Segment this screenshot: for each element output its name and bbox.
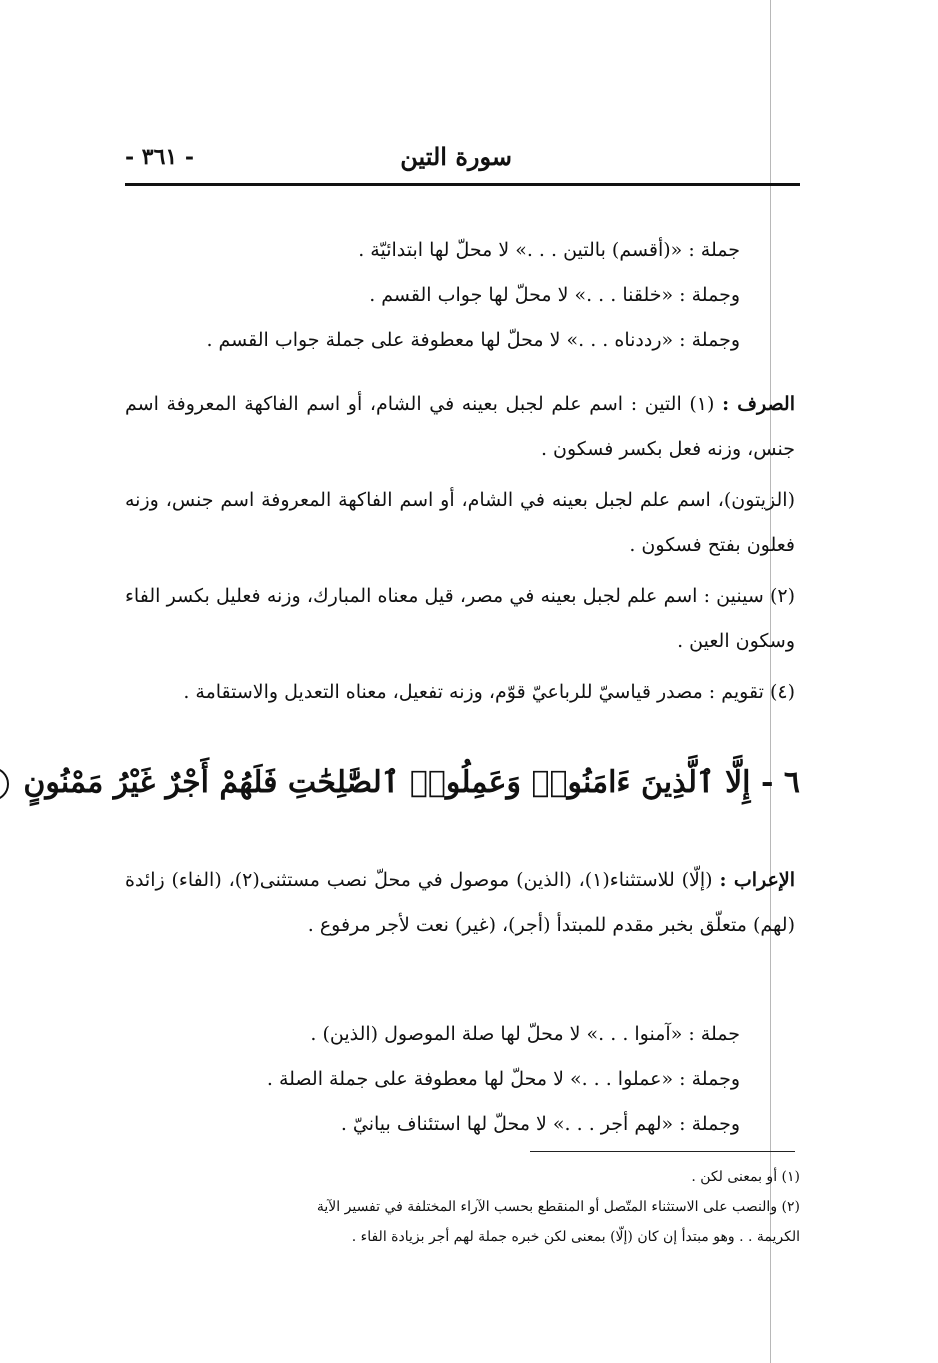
verse-text: إِلَّا ٱلَّذِينَ ءَامَنُوا۟ وَعَمِلُوا۟ ٱلصَّٰلِحَٰتِ فَلَهُمْ أَجْرٌ غَيْرُ مَمْنُونٍ bbox=[23, 765, 751, 800]
sentence-line: جملة : «آمنوا . . .» لا محلّ لها صلة الموصول (الذين) . bbox=[310, 1023, 740, 1045]
irab-lead: الإعراب : bbox=[719, 869, 795, 891]
sarf-paragraph bbox=[125, 382, 795, 472]
footnote-separator bbox=[530, 1151, 795, 1152]
irab-paragraph bbox=[125, 858, 795, 948]
sentences-bottom bbox=[125, 1012, 740, 1147]
verse-number: ٦ - bbox=[760, 765, 800, 800]
footnotes bbox=[165, 1162, 800, 1252]
footnote: الكريمة . . وهو مبتدأ إن كان (إلّا) بمعنى لكن خبره جملة لهم أجر بزيادة الفاء . bbox=[351, 1229, 800, 1245]
page-header bbox=[125, 138, 800, 184]
sentence-line: جملة : «(أقسم) بالتين . . .» لا محلّ لها ابتدائيّة . bbox=[358, 239, 740, 261]
footnote: (١) أو بمعنى لكن . bbox=[691, 1169, 800, 1185]
sentence-line: وجملة : «رددناه . . .» لا محلّ لها معطوفة على جملة جواب القسم . bbox=[206, 329, 740, 351]
sarf-lead: الصرف : bbox=[722, 393, 796, 415]
irab-text: (إلّا) للاستثناء(١)، (الذين) موصول في محلّ نصب مستثنى(٢)، (الفاء) زائدة (لهم) متعلّق بخبر مقدم للمبتدأ (أجر)، (غير) نعت لأجر مرفوع . bbox=[125, 869, 795, 936]
sentences-top bbox=[125, 228, 740, 363]
sarf-paragraph: (الزيتون)، اسم علم لجبل بعينه في الشام، أو اسم الفاكهة المعروفة اسم جنس، وزنه فعلون بفتح فسكون . bbox=[125, 489, 795, 556]
header-rule bbox=[125, 183, 800, 186]
page-title: سورة التين bbox=[400, 142, 512, 171]
sarf-paragraph: (٢) سينين : اسم علم لجبل بعينه في مصر، قيل معناه المبارك، وزنه فعليل بكسر الفاء وسكون العين . bbox=[125, 585, 795, 652]
page-number: - ٣٦١ - bbox=[125, 144, 195, 170]
quran-verse bbox=[23, 748, 800, 818]
sarf-section bbox=[125, 382, 795, 721]
irab-section bbox=[125, 858, 795, 954]
sentence-line: وجملة : «خلقنا . . .» لا محلّ لها جواب القسم . bbox=[369, 284, 740, 306]
sarf-text: (١) التين : اسم علم لجبل بعينه في الشام، أو اسم الفاكهة المعروفة اسم جنس، وزنه فعل بكسر فسكون . bbox=[125, 393, 795, 460]
sentence-line: وجملة : «لهم أجر . . .» لا محلّ لها استئناف بيانيّ . bbox=[340, 1113, 740, 1135]
sentence-line: وجملة : «عملوا . . .» لا محلّ لها معطوفة على جملة الصلة . bbox=[266, 1068, 740, 1090]
sarf-paragraph: (٤) تقويم : مصدر قياسيّ للرباعيّ قوّم، وزنه تفعيل، معناه التعديل والاستقامة . bbox=[183, 681, 795, 703]
verse-end-marker bbox=[0, 767, 9, 801]
footnote: (٢) والنصب على الاستثناء المتّصل أو المنقطع بحسب الآراء المختلفة في تفسير الآية bbox=[316, 1199, 800, 1215]
